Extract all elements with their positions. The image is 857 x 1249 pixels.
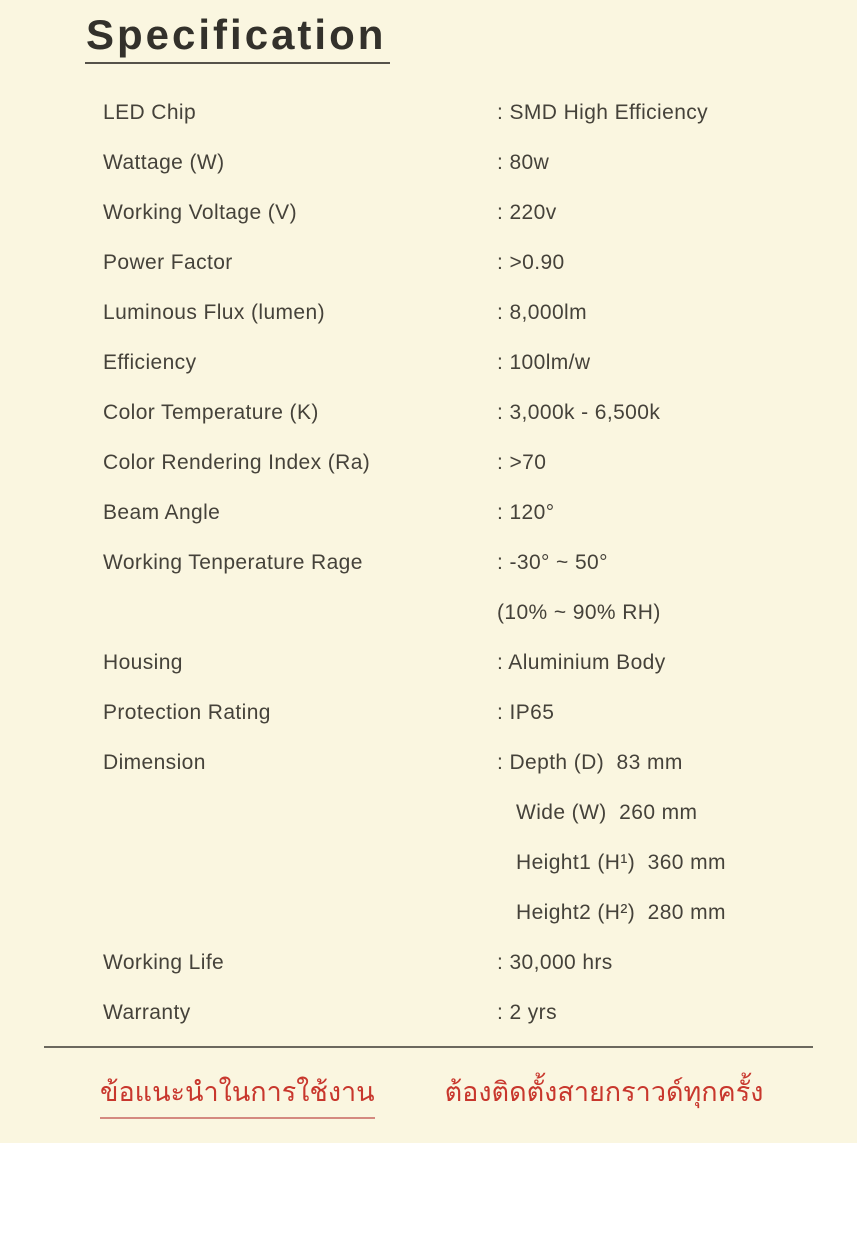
spec-label: Working Life [103,951,225,974]
spec-label: Power Factor [103,251,233,274]
spec-value: : 120° [497,501,555,524]
spec-row [103,738,857,788]
spec-row [103,438,857,488]
footer-divider [44,1046,813,1048]
spec-value: Height2 (H²) 280 mm [516,901,726,924]
spec-value: : Aluminium Body [497,651,666,674]
spec-row [103,288,857,338]
spec-row [103,588,857,638]
spec-value: : SMD High Efficiency [497,101,709,124]
spec-row [103,188,857,238]
footer-usage-label: ข้อแนะนำในการใช้งาน [100,1070,375,1119]
spec-value: : 100lm/w [497,351,591,374]
spec-row [103,388,857,438]
spec-value: : 3,000k - 6,500k [497,401,661,424]
spec-value: : >70 [497,451,547,474]
spec-label: Luminous Flux (lumen) [103,301,325,324]
footer-ground-note: ต้องติดตั้งสายกราวด์ทุกครั้ง [444,1077,764,1107]
spec-value: : 8,000lm [497,301,587,324]
spec-row [103,988,857,1038]
spec-label: Efficiency [103,351,197,374]
spec-value: : >0.90 [497,251,565,274]
spec-value: : 2 yrs [497,1001,557,1024]
spec-value: Wide (W) 260 mm [516,801,698,824]
spec-label: Wattage (W) [103,151,225,174]
spec-row [103,238,857,288]
spec-row [103,888,857,938]
spec-label: LED Chip [103,101,197,124]
spec-label: Working Voltage (V) [103,201,297,224]
spec-row [103,838,857,888]
spec-value: (10% ~ 90% RH) [497,601,661,624]
spec-row [103,88,857,138]
spec-label: Warranty [103,1001,191,1024]
spec-row [103,938,857,988]
spec-row [103,638,857,688]
spec-value: : 80w [497,151,550,174]
page-title: Specification [85,14,390,64]
spec-value: : IP65 [497,701,555,724]
spec-label: Dimension [103,751,206,774]
spec-label: Protection Rating [103,701,271,724]
spec-value: : Depth (D) 83 mm [497,751,683,774]
spec-value: : -30° ~ 50° [497,551,608,574]
spec-row [103,138,857,188]
spec-label: Housing [103,651,183,674]
spec-row [103,338,857,388]
spec-value: : 30,000 hrs [497,951,613,974]
spec-value: : 220v [497,201,557,224]
footer [100,1070,857,1119]
spec-label: Beam Angle [103,501,221,524]
spec-label: Color Temperature (K) [103,401,319,424]
spec-row [103,788,857,838]
spec-label: Color Rendering Index (Ra) [103,451,371,474]
spec-list [103,88,857,1038]
spec-row [103,488,857,538]
spec-row [103,688,857,738]
spec-value: Height1 (H¹) 360 mm [516,851,726,874]
spec-label: Working Tenperature Rage [103,551,363,574]
spec-row [103,538,857,588]
